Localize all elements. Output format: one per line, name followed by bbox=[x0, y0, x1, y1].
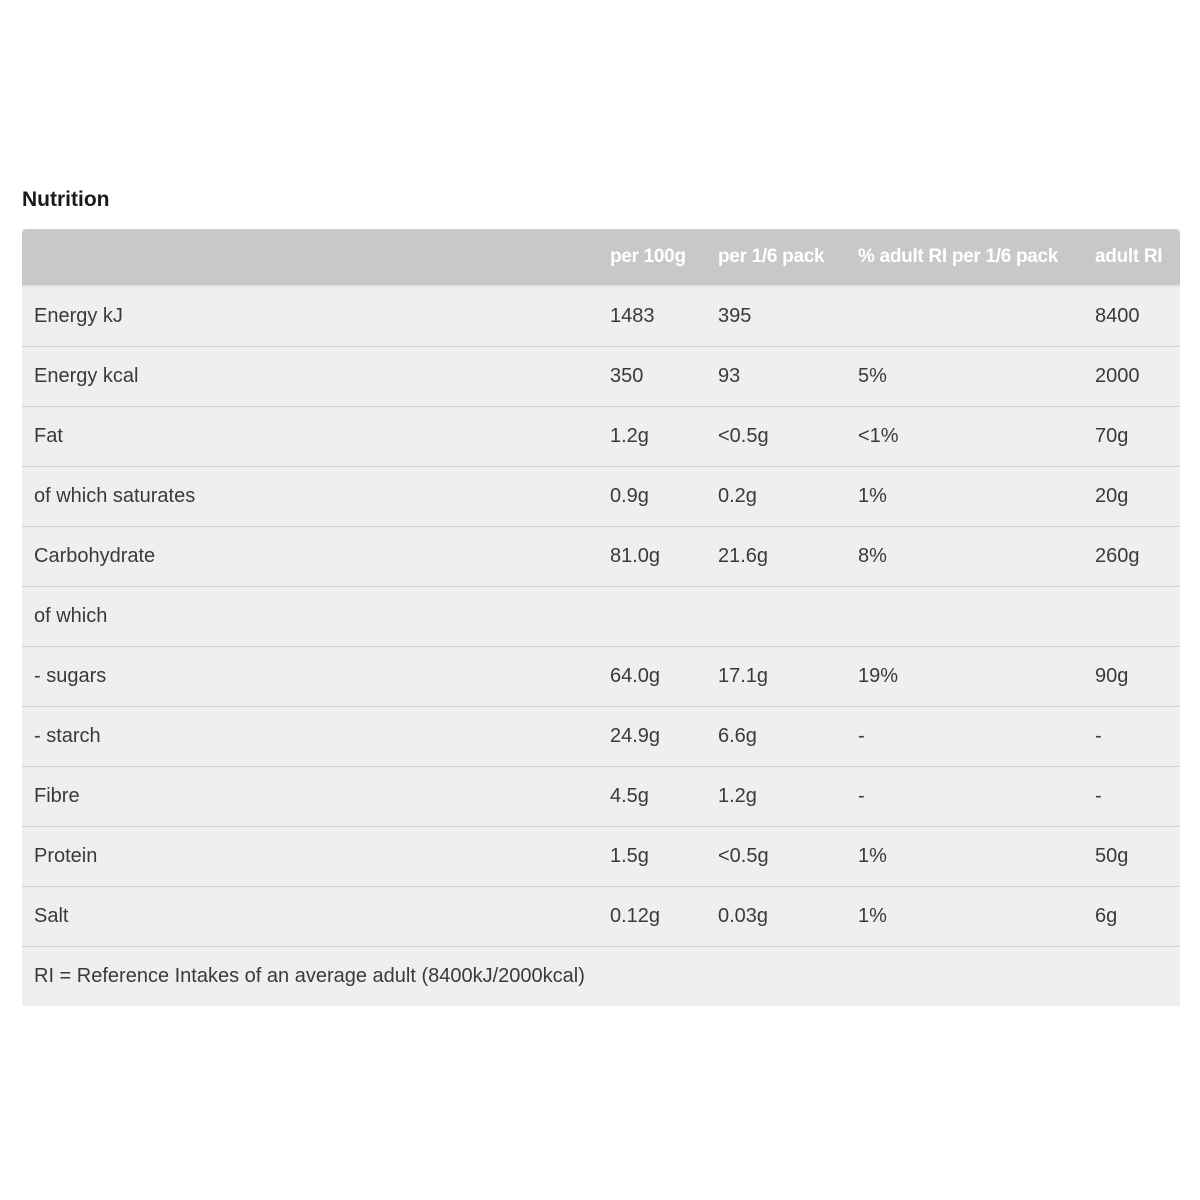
nutrient-name: Salt bbox=[34, 904, 69, 927]
per-portion-value: <0.5g bbox=[718, 424, 769, 447]
adult-ri-value: 20g bbox=[1095, 484, 1129, 507]
table-row bbox=[22, 706, 1180, 766]
percent-ri-value: - bbox=[858, 724, 865, 747]
table-row bbox=[22, 586, 1180, 646]
table-row bbox=[22, 766, 1180, 826]
adult-ri-value bbox=[1083, 586, 1180, 646]
per-portion-value: 0.2g bbox=[718, 484, 757, 507]
percent-ri-value: 1% bbox=[858, 904, 887, 927]
per-100g-value: 0.12g bbox=[610, 904, 661, 927]
nutrient-name: Fat bbox=[34, 424, 63, 447]
section-title: Nutrition bbox=[22, 188, 110, 211]
header-per-100g: per 100g bbox=[610, 246, 686, 267]
per-portion-value bbox=[706, 586, 846, 646]
header-per-portion: per 1/6 pack bbox=[718, 246, 825, 267]
percent-ri-value: 1% bbox=[858, 484, 887, 507]
percent-ri-value: 5% bbox=[858, 364, 887, 387]
percent-ri-value: <1% bbox=[858, 424, 899, 447]
table-row bbox=[22, 406, 1180, 466]
header-adult-ri: adult RI bbox=[1095, 246, 1163, 267]
nutrient-name: of which bbox=[34, 604, 108, 627]
percent-ri-value bbox=[846, 586, 1083, 646]
header-percent-ri: % adult RI per 1/6 pack bbox=[858, 246, 1059, 267]
adult-ri-value: 260g bbox=[1095, 544, 1140, 567]
table-header-row bbox=[22, 229, 1180, 286]
per-100g-value: 4.5g bbox=[610, 784, 649, 807]
adult-ri-value: - bbox=[1095, 784, 1102, 807]
per-100g-value: 1.2g bbox=[610, 424, 649, 447]
nutrient-name: Energy kcal bbox=[34, 364, 139, 387]
footnote-row bbox=[22, 946, 1180, 1006]
per-portion-value: 17.1g bbox=[718, 664, 769, 687]
adult-ri-value: - bbox=[1095, 724, 1102, 747]
percent-ri-value: 1% bbox=[858, 844, 887, 867]
nutrient-name: - sugars bbox=[34, 664, 107, 687]
table-body bbox=[22, 286, 1180, 946]
per-portion-value: 395 bbox=[718, 304, 752, 327]
table-row bbox=[22, 886, 1180, 946]
nutrient-name: Fibre bbox=[34, 784, 80, 807]
per-100g-value bbox=[598, 586, 706, 646]
adult-ri-value: 6g bbox=[1095, 904, 1118, 927]
nutrition-table bbox=[22, 229, 1180, 1006]
per-100g-value: 0.9g bbox=[610, 484, 649, 507]
per-portion-value: 0.03g bbox=[718, 904, 769, 927]
nutrient-name: Energy kJ bbox=[34, 304, 123, 327]
percent-ri-value: 8% bbox=[858, 544, 887, 567]
adult-ri-value: 50g bbox=[1095, 844, 1129, 867]
percent-ri-value: - bbox=[858, 784, 865, 807]
table-row bbox=[22, 826, 1180, 886]
per-100g-value: 350 bbox=[610, 364, 644, 387]
per-portion-value: 6.6g bbox=[718, 724, 757, 747]
per-100g-value: 81.0g bbox=[610, 544, 661, 567]
adult-ri-value: 8400 bbox=[1095, 304, 1140, 327]
nutrient-name: Carbohydrate bbox=[34, 544, 156, 567]
per-100g-value: 1.5g bbox=[610, 844, 649, 867]
per-portion-value: 21.6g bbox=[718, 544, 769, 567]
adult-ri-value: 70g bbox=[1095, 424, 1129, 447]
per-100g-value: 64.0g bbox=[610, 664, 661, 687]
per-portion-value: <0.5g bbox=[718, 844, 769, 867]
table-row bbox=[22, 526, 1180, 586]
adult-ri-value: 90g bbox=[1095, 664, 1129, 687]
table-row bbox=[22, 466, 1180, 526]
table-row bbox=[22, 646, 1180, 706]
header-nutrient bbox=[22, 229, 598, 286]
percent-ri-value: 19% bbox=[858, 664, 899, 687]
per-portion-value: 1.2g bbox=[718, 784, 757, 807]
nutrient-name: - starch bbox=[34, 724, 101, 747]
ri-footnote: RI = Reference Intakes of an average adult (8400kJ/2000kcal) bbox=[34, 964, 585, 987]
per-100g-value: 1483 bbox=[610, 304, 655, 327]
per-portion-value: 93 bbox=[718, 364, 741, 387]
percent-ri-value bbox=[846, 286, 1083, 346]
nutrient-name: of which saturates bbox=[34, 484, 196, 507]
adult-ri-value: 2000 bbox=[1095, 364, 1140, 387]
per-100g-value: 24.9g bbox=[610, 724, 661, 747]
table-row bbox=[22, 286, 1180, 346]
nutrient-name: Protein bbox=[34, 844, 98, 867]
table-row bbox=[22, 346, 1180, 406]
